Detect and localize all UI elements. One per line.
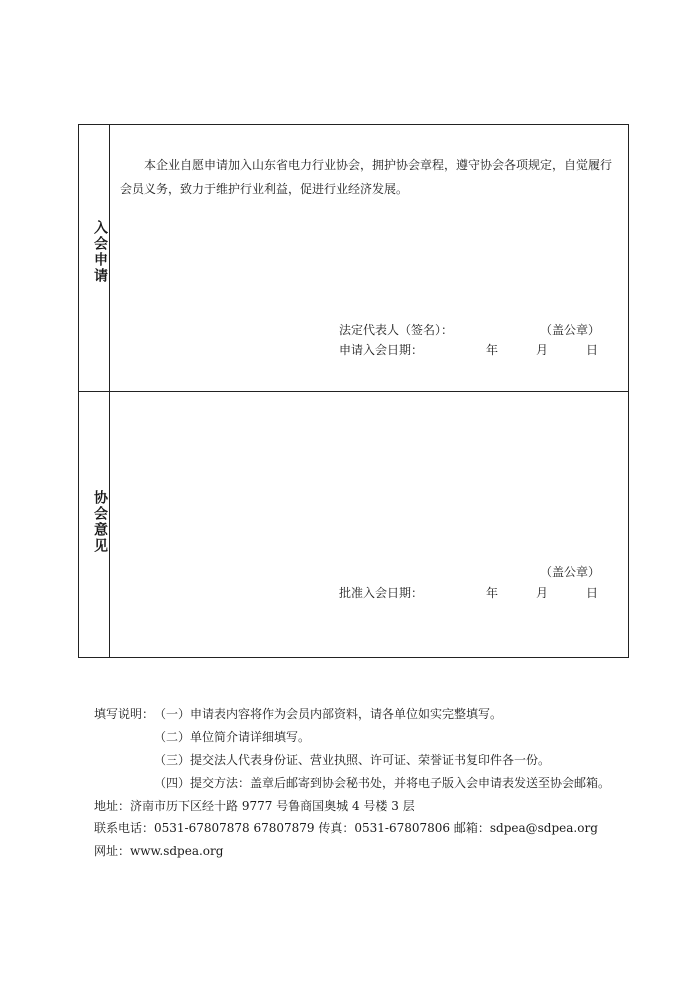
application-row	[79, 125, 628, 392]
application-statement: 本企业自愿申请加入山东省电力行业协会，拥护协会章程，遵守协会各项规定，自觉履行会员义务，致力于维护行业利益，促进行业经济发展。	[120, 158, 613, 196]
application-label-cell	[79, 125, 110, 391]
application-year-label: 年	[486, 343, 499, 357]
notes-title: 填写说明：	[94, 707, 155, 721]
approval-date-label: 批准入会日期：	[339, 586, 424, 600]
approval-year-label: 年	[486, 586, 499, 600]
association-label-cell	[79, 392, 110, 657]
legal-rep-signature-label: 法定代表人（签名）：	[339, 323, 454, 337]
association-row	[79, 392, 628, 657]
application-day-label: 日	[586, 343, 599, 357]
approval-day-label: 日	[586, 586, 599, 600]
association-seal-label: （盖公章）	[540, 565, 601, 579]
website-line: 网址：www.sdpea.org	[94, 844, 224, 858]
association-content-cell[interactable]	[110, 392, 628, 657]
association-label: 协会意见	[92, 490, 108, 554]
note-item: （一）申请表内容将作为会员内部资料，请各单位如实完整填写。	[154, 707, 503, 721]
application-seal-label: （盖公章）	[540, 323, 601, 337]
application-label: 入会申请	[92, 220, 108, 284]
application-content-cell[interactable]	[110, 125, 628, 391]
contact-line: 联系电话：0531-67807878 67807879 传真：0531-67807806 邮箱：sdpea@sdpea.org	[94, 821, 598, 835]
note-item: （二）单位简介请详细填写。	[154, 730, 311, 744]
note-item: （三）提交法人代表身份证、营业执照、许可证、荣誉证书复印件各一份。	[154, 753, 551, 767]
membership-form-table	[78, 124, 629, 658]
application-month-label: 月	[536, 343, 549, 357]
address-line: 地址：济南市历下区经十路 9777 号鲁商国奥城 4 号楼 3 层	[94, 799, 415, 813]
application-date-label: 申请入会日期：	[339, 343, 424, 357]
approval-month-label: 月	[536, 586, 549, 600]
note-item: （四）提交方法：盖章后邮寄到协会秘书处，并将电子版入会申请表发送至协会邮箱。	[154, 776, 611, 790]
